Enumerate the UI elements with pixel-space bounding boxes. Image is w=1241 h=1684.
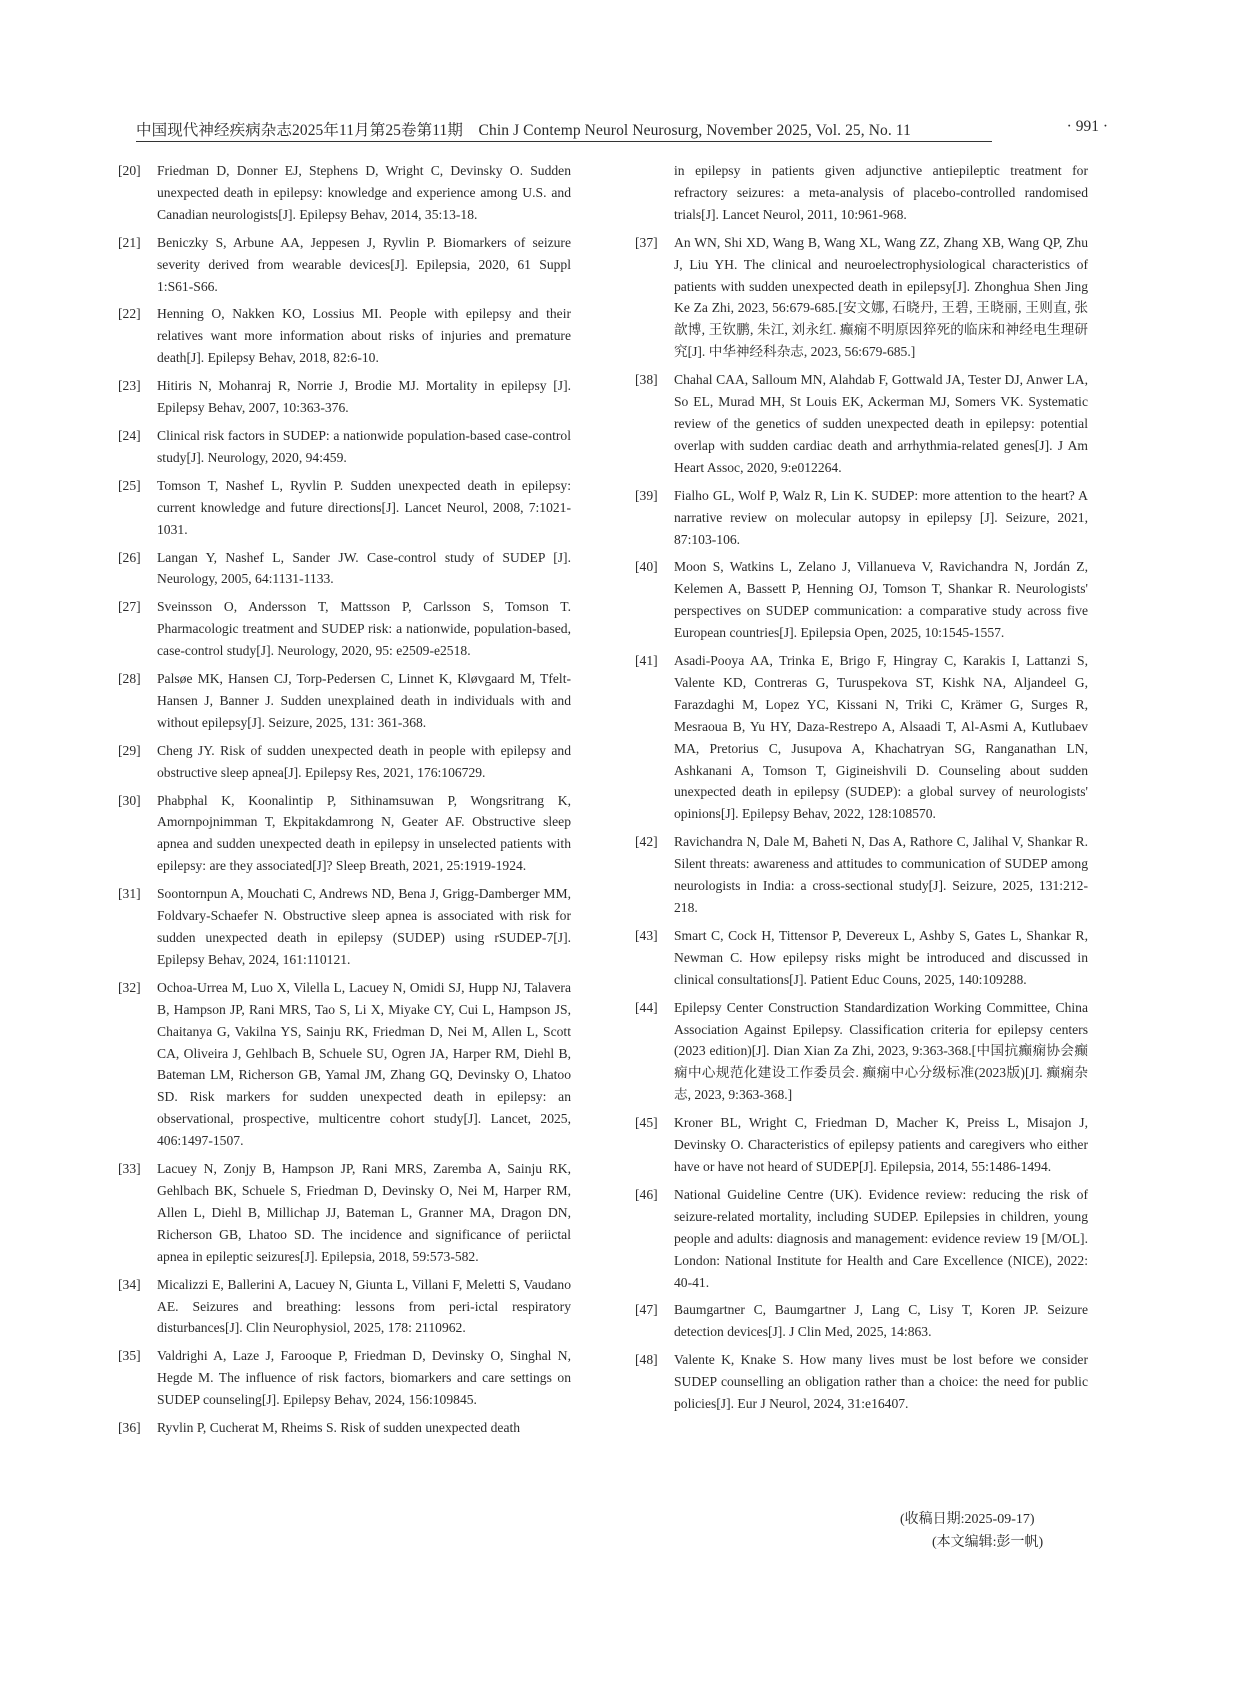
reference-number: [29] <box>118 742 141 758</box>
reference-text: Lacuey N, Zonjy B, Hampson JP, Rani MRS, Zaremba A, Sainju RK, Gehlbach BK, Schuele S, Friedman D, Devinsky O, Nei M, Harper RM, Allen L, Diehl B, Millichap JJ, Bateman L, Granner MA, Dragon DN, Richerson GB, Lhatoo SD. The incidence and significance of periictal apnea in epileptic seizures[J]. Epilepsia, 2018, 59:573-582. <box>157 1161 571 1264</box>
references-left-column <box>118 160 571 1445</box>
reference-item <box>635 485 1088 551</box>
reference-item <box>118 160 571 226</box>
reference-number: [20] <box>118 163 141 178</box>
reference-number: [33] <box>118 1161 141 1177</box>
reference-item <box>635 1112 1088 1178</box>
reference-number: [47] <box>635 1302 658 1318</box>
reference-text: Moon S, Watkins L, Zelano J, Villanueva V, Ravichandra N, Jordán Z, Kelemen A, Bassett P, Henning OJ, Tomson T, Shankar R. Neurologists' perspectives on SUDEP communication: a comparative study across five European countries[J]. Epilepsia Open, 2025, 10:1545-1557. <box>674 559 1088 641</box>
reference-text: An WN, Shi XD, Wang B, Wang XL, Wang ZZ, Zhang XB, Wang QP, Zhu J, Liu YH. The clinical and neuroelectrophysiological characteristics of patients with sudden unexpected death in epilepsy[J]. Zhonghua Shen Jing Ke Za Zhi, 2023, 56:679-685.[安文娜, 石晓丹, 王碧, 王晓丽, 王则直, 张歆博, 王钦鹏, 朱江, 刘永红. 癫痫不明原因猝死的临床和神经电生理研究[J]. 中华神经科杂志, 2023, 56:679-685.] <box>674 234 1088 360</box>
reference-item <box>118 740 571 784</box>
reference-item <box>118 1345 571 1411</box>
reference-number: [45] <box>635 1115 658 1131</box>
reference-text: Beniczky S, Arbune AA, Jeppesen J, Ryvlin P. Biomarkers of seizure severity derived from wearable devices[J]. Epilepsia, 2020, 61 Suppl 1:S61-S66. <box>157 234 571 294</box>
reference-item <box>635 556 1088 644</box>
reference-item <box>118 375 571 419</box>
reference-item <box>635 1299 1088 1343</box>
reference-number: [26] <box>118 549 141 565</box>
reference-number: [32] <box>118 979 141 995</box>
reference-text: Valdrighi A, Laze J, Farooque P, Friedman D, Devinsky O, Singhal N, Hegde M. The influence of risk factors, biomarkers and care settings on SUDEP counseling[J]. Epilepsy Behav, 2024, 156:109845. <box>157 1348 571 1408</box>
editor-credit: (本文编辑:彭一帆) <box>932 1535 1044 1550</box>
reference-item <box>118 303 571 369</box>
reference-text: Ochoa-Urrea M, Luo X, Vilella L, Lacuey N, Omidi SJ, Hupp NJ, Talavera B, Hampson JP, Rani MRS, Tao S, Li X, Miyake CY, Cui L, Hampson JS, Chaitanya G, Vakilna YS, Sainju RK, Friedman D, Nei M, Allen L, Scott CA, Oliveira J, Gehlbach B, Schuele SU, Ogren JA, Harper RM, Diehl B, Bateman LM, Richerson GB, Yamal JM, Zhang GQ, Devinsky O, Lhatoo SD. Risk markers for sudden unexpected death in epilepsy: an observational, prospective, multicentre cohort study[J]. Lancet, 2025, 406:1497-1507. <box>157 979 571 1149</box>
reference-number: [43] <box>635 927 658 943</box>
reference-number: [23] <box>118 378 141 394</box>
reference-item <box>635 925 1088 991</box>
reference-text: Epilepsy Center Construction Standardization Working Committee, China Association Against Epilepsy. Classification criteria for epilepsy centers (2023 edition)[J]. Dian Xian Za Zhi, 2023, 9:363-368.[中国抗癫痫协会癫痫中心规范化建设工作委员会. 癫痫中心分级标准(2023版)[J]. 癫痫杂志, 2023, 9:363-368.] <box>674 999 1088 1103</box>
reference-text: Chahal CAA, Salloum MN, Alahdab F, Gottwald JA, Tester DJ, Anwer LA, So EL, Murad MH, St Louis EK, Ackerman MJ, Somers VK. Systematic review of the genetics of sudden unexpected death in epilepsy: potential overlap with sudden cardiac death and arrhythmia-related genes[J]. J Am Heart Assoc, 2020, 9:e012264. <box>674 372 1088 475</box>
reference-item <box>118 232 571 298</box>
reference-item <box>118 547 571 591</box>
reference-item <box>118 977 571 1152</box>
reference-number: [48] <box>635 1352 658 1368</box>
page-header <box>136 110 1108 142</box>
reference-item <box>635 232 1088 363</box>
reference-item <box>118 668 571 734</box>
reference-item <box>635 369 1088 479</box>
reference-number: [38] <box>635 372 658 388</box>
reference-text: Smart C, Cock H, Tittensor P, Devereux L, Ashby S, Gates L, Shankar R, Newman C. How epilepsy risks might be introduced and discussed in clinical consultations[J]. Patient Educ Couns, 2025, 140:109288. <box>674 927 1088 987</box>
reference-text: Valente K, Knake S. How many lives must be lost before we consider SUDEP counselling an obligation rather than a choice: the need for public policies[J]. Eur J Neurol, 2024, 31:e16407. <box>674 1352 1088 1412</box>
reference-number: [24] <box>118 427 141 443</box>
reference-item <box>635 997 1088 1107</box>
reference-number: [34] <box>118 1276 141 1292</box>
reference-text: Ravichandra N, Dale M, Baheti N, Das A, Rathore C, Jalihal V, Shankar R. Silent threats: awareness and attitudes to communication of SUDEP among neurologists in India: a cross-sectional study[J]. Seizure, 2025, 131:212-218. <box>674 834 1088 915</box>
reference-number: [37] <box>635 234 658 250</box>
reference-item <box>635 1184 1088 1294</box>
reference-number: [31] <box>118 886 141 902</box>
reference-text: Henning O, Nakken KO, Lossius MI. People with epilepsy and their relatives want more information about risks of injuries and premature death[J]. Epilepsy Behav, 2018, 82:6-10. <box>157 306 571 366</box>
running-head: 中国现代神经疾病杂志2025年11月第25卷第11期 Chin J Contemp Neurol Neurosurg, November 2025, Vol. 25, No. 11 <box>136 122 911 139</box>
reference-number: [41] <box>635 653 658 669</box>
reference-number: [22] <box>118 306 141 322</box>
reference-text: in epilepsy in patients given adjunctive antiepileptic treatment for refractory seizures: a meta-analysis of placebo-controlled randomised trials[J]. Lancet Neurol, 2011, 10:961-968. <box>674 163 1088 222</box>
reference-text: Soontornpun A, Mouchati C, Andrews ND, Bena J, Grigg-Damberger MM, Foldvary-Schaefer N. Obstructive sleep apnea is associated with risk for sudden unexpected death in epilepsy (SUDEP) using rSUDEP-7[J]. Epilepsy Behav, 2024, 161:110121. <box>157 886 571 967</box>
reference-text: Micalizzi E, Ballerini A, Lacuey N, Giunta L, Villani F, Meletti S, Vaudano AE. Seizures and breathing: lessons from peri-ictal respiratory disturbances[J]. Clin Neurophysiol, 2025, 178: 2110962. <box>157 1276 571 1336</box>
reference-item <box>635 650 1088 825</box>
reference-item <box>118 1274 571 1340</box>
reference-number: [30] <box>118 792 141 808</box>
reference-number: [42] <box>635 834 658 850</box>
reference-text: Friedman D, Donner EJ, Stephens D, Wright C, Devinsky O. Sudden unexpected death in epilepsy: knowledge and experience among U.S. and Canadian neurologists[J]. Epilepsy Behav, 2014, 35:13-18. <box>157 163 571 222</box>
reference-text: Clinical risk factors in SUDEP: a nationwide population-based case-control study[J]. Neurology, 2020, 94:459. <box>157 427 571 465</box>
reference-number: [27] <box>118 599 141 615</box>
reference-text: Fialho GL, Wolf P, Walz R, Lin K. SUDEP: more attention to the heart? A narrative review on molecular autopsy in epilepsy [J]. Seizure, 2021, 87:103-106. <box>674 487 1088 547</box>
page-number: · 991 · <box>1066 118 1108 135</box>
reference-text: Baumgartner C, Baumgartner J, Lang C, Lisy T, Koren JP. Seizure detection devices[J]. J Clin Med, 2025, 14:863. <box>674 1302 1088 1340</box>
reference-text: Kroner BL, Wright C, Friedman D, Macher K, Preiss L, Misajon J, Devinsky O. Characteristics of epilepsy patients and caregivers who either have or have not heard of SUDEP[J]. Epilepsia, 2014, 55:1486-1494. <box>674 1115 1088 1174</box>
reference-text: Langan Y, Nashef L, Sander JW. Case-control study of SUDEP [J]. Neurology, 2005, 64:1131-1133. <box>157 549 571 587</box>
reference-text: Tomson T, Nashef L, Ryvlin P. Sudden unexpected death in epilepsy: current knowledge and future directions[J]. Lancet Neurol, 2008, 7:1021-1031. <box>157 477 571 537</box>
reference-text: Palsøe MK, Hansen CJ, Torp-Pedersen C, Linnet K, Kløvgaard M, Tfelt-Hansen J, Banner J. Sudden unexplained death in individuals with and without epilepsy[J]. Seizure, 2025, 131: 361-368. <box>157 671 571 730</box>
reference-number: [28] <box>118 671 141 687</box>
reference-number: [25] <box>118 477 141 493</box>
reference-text: National Guideline Centre (UK). Evidence review: reducing the risk of seizure-related mortality, including SUDEP. Epilepsies in children, young people and adults: diagnosis and management: evidence review 19 [M/OL]. London: National Institute for Health and Care Excellence (NICE), 2022: 40-41. <box>674 1186 1088 1290</box>
reference-item <box>118 425 571 469</box>
reference-item <box>118 790 571 878</box>
reference-number: [21] <box>118 234 141 250</box>
reference-item <box>635 831 1088 919</box>
references-right-column <box>635 160 1088 1421</box>
reference-text: Hitiris N, Mohanraj R, Norrie J, Brodie MJ. Mortality in epilepsy [J]. Epilepsy Behav, 2007, 10:363-376. <box>157 378 571 416</box>
reference-number: [35] <box>118 1348 141 1364</box>
reference-item <box>118 475 571 541</box>
reference-text: Ryvlin P, Cucherat M, Rheims S. Risk of sudden unexpected death <box>157 1420 521 1436</box>
reference-text: Asadi-Pooya AA, Trinka E, Brigo F, Hingray C, Karakis I, Lattanzi S, Valente KD, Contreras G, Turuspekova ST, Kishk NA, Aljandeel G, Farazdaghi M, Lopez YC, Kissani N, Triki C, Krämer G, Surges R, Mesraoua B, Yu HY, Daza-Restrepo A, Alsaadi T, Al-Asmi A, Kutlubaev MA, Pretorius C, Jusupova A, Khachatryan SG, Ranganathan LN, Ashkanani A, Tomson T, Gigineishvili D. Counseling about sudden unexpected death in epilepsy (SUDEP): a global survey of neurologists' opinions[J]. Epilepsy Behav, 2022, 128:108570. <box>674 653 1088 822</box>
header-rule <box>136 141 992 142</box>
reference-item <box>635 1349 1088 1415</box>
reference-number: [46] <box>635 1186 658 1202</box>
reference-text: Cheng JY. Risk of sudden unexpected death in people with epilepsy and obstructive sleep apnea[J]. Epilepsy Res, 2021, 176:106729. <box>157 742 571 780</box>
received-date: (收稿日期:2025-09-17) <box>900 1512 1035 1527</box>
reference-item <box>118 596 571 662</box>
reference-number: [39] <box>635 487 658 503</box>
reference-text: Sveinsson O, Andersson T, Mattsson P, Carlsson S, Tomson T. Pharmacologic treatment and SUDEP risk: a nationwide, population-based, case-control study[J]. Neurology, 2020, 95: e2509-e2518. <box>157 599 571 659</box>
reference-item <box>118 1417 571 1439</box>
reference-text: Phabphal K, Koonalintip P, Sithinamsuwan P, Wongsritrang K, Amornpojnimman T, Ekpitakdamrong N, Geater AF. Obstructive sleep apnea and sudden unexpected death in epilepsy in unselected patients with epilepsy: are they associated[J]? Sleep Breath, 2021, 25:1919-1924. <box>157 792 571 874</box>
reference-number: [44] <box>635 999 658 1015</box>
reference-number: [36] <box>118 1420 141 1436</box>
reference-number: [40] <box>635 559 658 575</box>
reference-item <box>118 883 571 971</box>
reference-item <box>635 160 1088 226</box>
reference-item <box>118 1158 571 1268</box>
